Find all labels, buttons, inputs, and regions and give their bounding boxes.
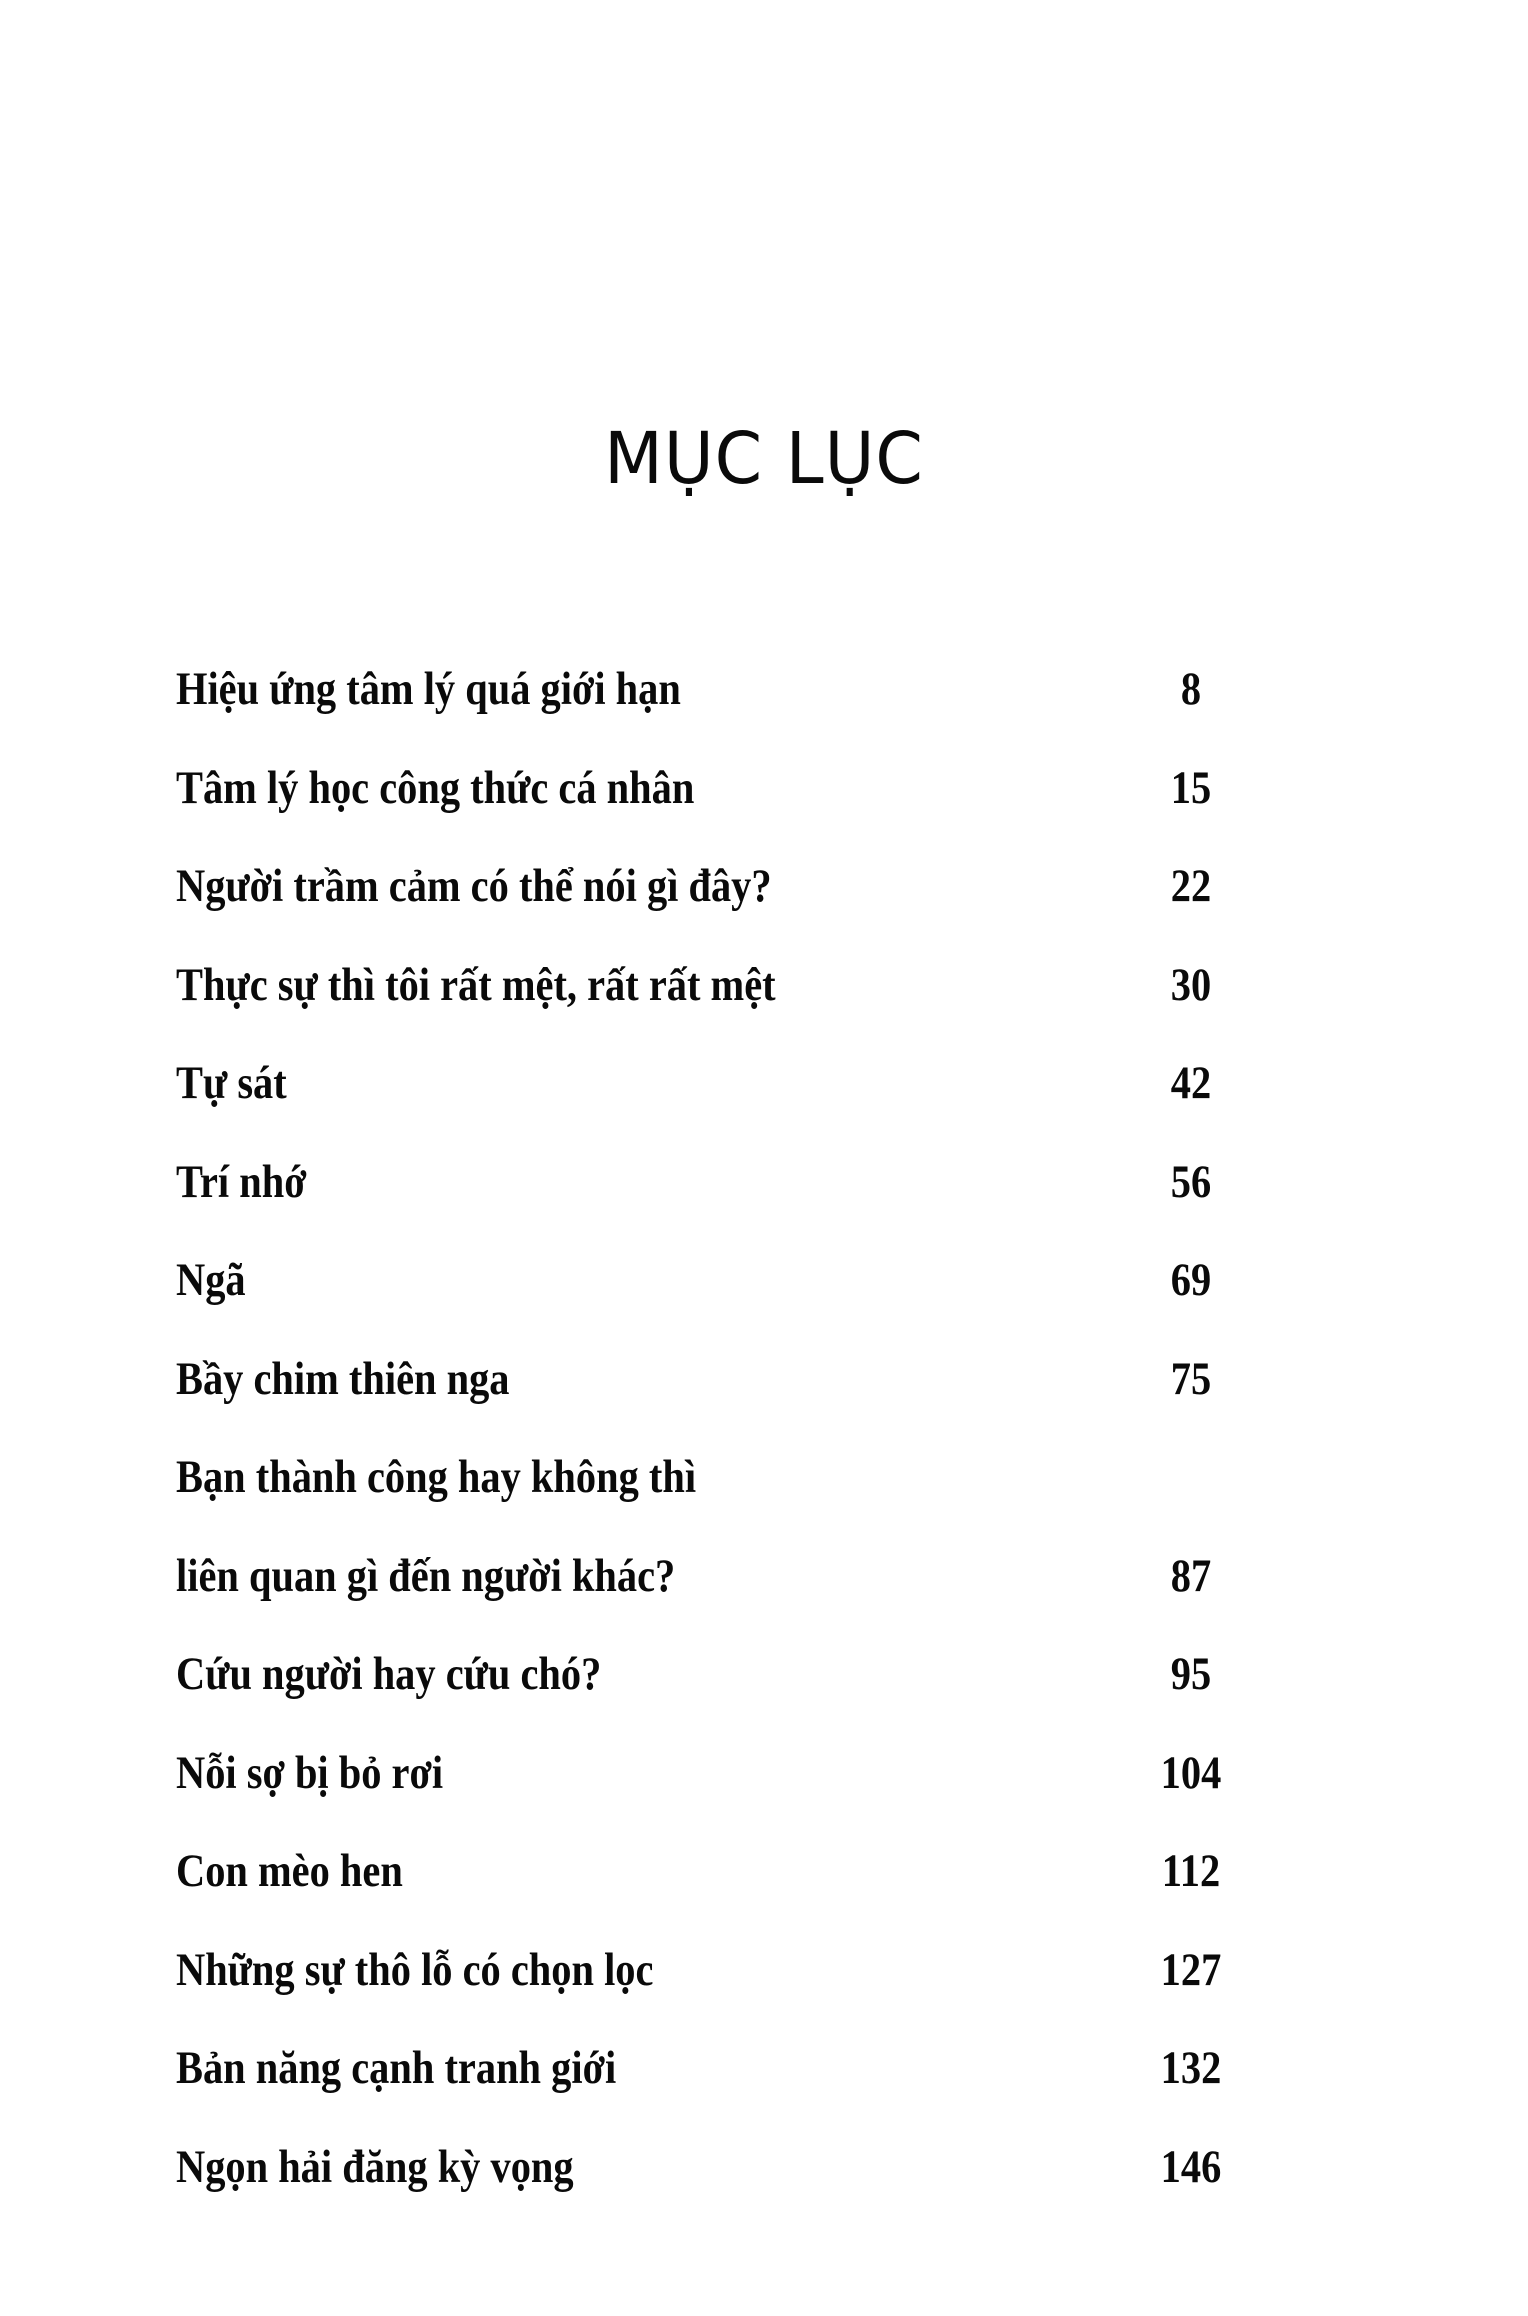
toc-entry	[176, 640, 1336, 739]
toc-entry-page: 146	[1160, 2140, 1222, 2193]
toc-entry-title: Tự sát	[176, 1057, 287, 1109]
toc-entry-page: 75	[1170, 1352, 1212, 1405]
toc-entry-title: Bạn thành công hay không thì liên quan gì đến người khác?	[176, 1451, 697, 1602]
toc-entry-page: 15	[1170, 761, 1212, 814]
toc-entry	[176, 1921, 1336, 2020]
toc-entry-title: Ngã	[176, 1254, 246, 1306]
toc-entry	[176, 1428, 1336, 1625]
toc-entry-page: 127	[1160, 1943, 1222, 1996]
toc-entry-title: Hiệu ứng tâm lý quá giới hạn	[176, 663, 681, 715]
toc-entry-title: Bản năng cạnh tranh giới	[176, 2042, 617, 2094]
toc-entry-title: Những sự thô lỗ có chọn lọc	[176, 1943, 654, 1996]
toc-entry	[176, 1133, 1336, 1232]
toc-entry-title: Thực sự thì tôi rất mệt, rất rất mệt	[176, 958, 776, 1011]
toc-entry-page: 132	[1160, 2042, 1222, 2094]
toc-entry	[176, 936, 1336, 1035]
page-title: MỤC LỤC	[604, 418, 924, 501]
toc-entry-title: Cứu người hay cứu chó?	[176, 1648, 602, 1700]
toc-entry	[176, 1625, 1336, 1724]
toc-entry	[176, 1034, 1336, 1133]
toc-entry-title: Người trầm cảm có thể nói gì đây?	[176, 860, 772, 912]
toc-entry-page: 42	[1170, 1057, 1212, 1109]
toc-entry-title: Bầy chim thiên nga	[176, 1352, 510, 1405]
toc-entry-page: 104	[1160, 1746, 1222, 1799]
toc-entry-page: 95	[1170, 1648, 1212, 1700]
toc-entry	[176, 1231, 1336, 1330]
toc-entry-page: 56	[1170, 1155, 1212, 1208]
toc-entry	[176, 1724, 1336, 1823]
toc-entry	[176, 1330, 1336, 1429]
toc-entry-title: Nỗi sợ bị bỏ rơi	[176, 1746, 444, 1799]
toc-entry	[176, 739, 1336, 838]
toc-entry-title: Tâm lý học công thức cá nhân	[176, 761, 695, 814]
toc-entry	[176, 837, 1336, 936]
toc-entry-page: 87	[1170, 1549, 1212, 1602]
toc-entry-title: Trí nhớ	[176, 1155, 307, 1208]
toc-entry-page: 112	[1161, 1845, 1221, 1897]
toc-entry-page: 69	[1170, 1254, 1212, 1306]
table-of-contents	[176, 640, 1336, 2216]
toc-entry-page: 8	[1180, 663, 1202, 715]
toc-entry	[176, 2118, 1336, 2217]
toc-entry	[176, 2019, 1336, 2118]
toc-entry-title: Con mèo hen	[176, 1845, 403, 1897]
toc-entry-page: 30	[1170, 958, 1212, 1011]
toc-entry-page: 22	[1170, 860, 1212, 912]
toc-entry	[176, 1822, 1336, 1921]
toc-entry-title: Ngọn hải đăng kỳ vọng	[176, 2140, 574, 2193]
